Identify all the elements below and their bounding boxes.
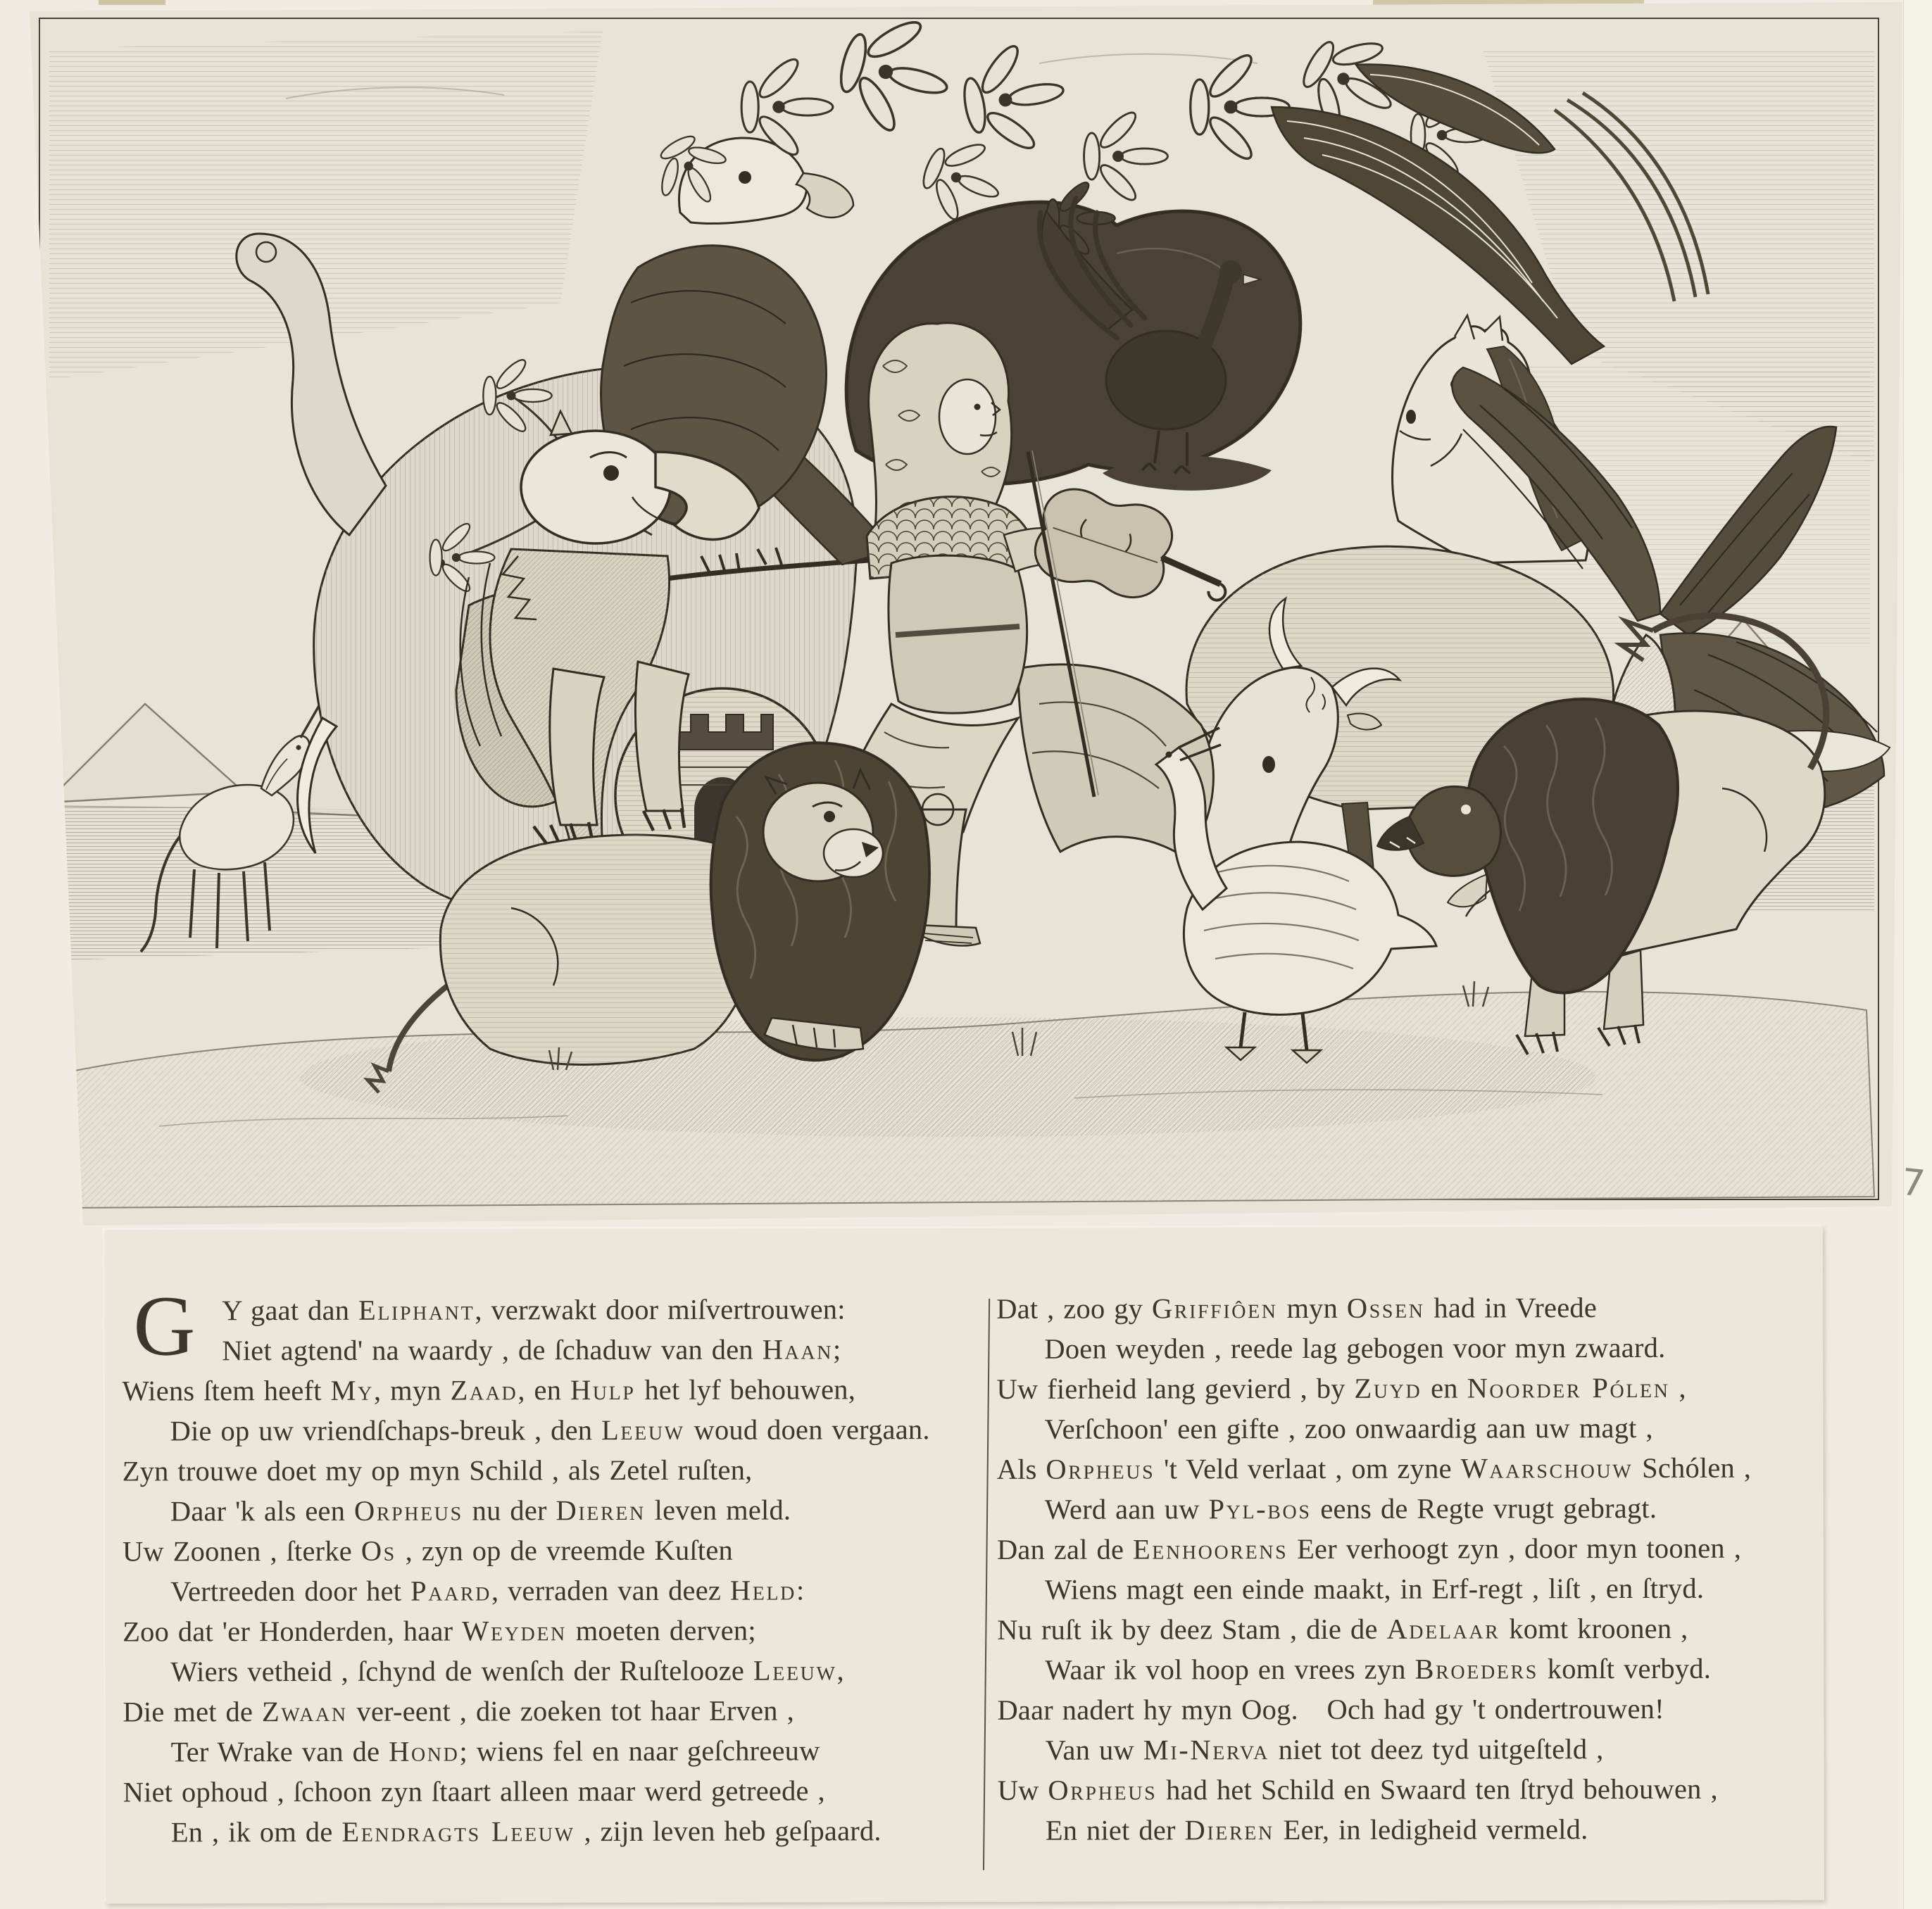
poem-line: Werd aan uw Pyl-bos eens de Regte vrugt gebragt. [1044, 1492, 1657, 1525]
poem-line: Doen weyden , reede lag gebogen voor myn zwaard. [1044, 1331, 1666, 1365]
poem-line: Uw fierheid lang gevierd , by Zuyd en Noorder Pólen , [996, 1371, 1686, 1405]
poem-line: Niet agtend' na waardy , de ſchaduw van den Haan; [222, 1333, 841, 1367]
handwritten-number: 7 [1899, 1161, 1927, 1206]
poem-line: Niet ophoud , ſchoon zyn ſtaart alleen maar werd getreede , [123, 1775, 825, 1808]
poem-line: Wiens magt een einde maakt, in Erf-regt , liſt , en ſtryd. [1045, 1572, 1705, 1606]
poem-line: Daar 'k als een Orpheus nu der Dieren leven meld. [170, 1494, 791, 1527]
poem-line: Dat , zoo gy Griffiôen myn Ossen had in Vreede [996, 1292, 1598, 1325]
scan-paper-edge [1903, 0, 1932, 1909]
poem-line: Als Orpheus 't Veld verlaat , om zyne Waarschouw Schólen , [996, 1451, 1752, 1485]
poem-line: Waar ik vol hoop en vrees zyn Broeders komſt verbyd. [1045, 1652, 1712, 1686]
poem-line: Ter Wrake van de Hond; wiens fel en naar geſchreeuw [170, 1734, 820, 1768]
dropcap-initial: G [133, 1278, 196, 1374]
poem-line: Verſchoon' een gifte , zoo onwaardig aan uw magt , [1044, 1411, 1653, 1445]
poem-line: Zoo dat 'er Honderden, haar Weyden moeten derven; [123, 1614, 756, 1648]
poem-line: Van uw Mi-Nerva niet tot deez tyd uitgeſteld , [1045, 1733, 1604, 1766]
poem-line: Die op uw vriendſchaps-breuk , den Leeuw woud doen vergaan. [170, 1413, 930, 1447]
poem-line: Y gaat dan Eliphant, verzwakt door miſvertrouwen: [222, 1293, 846, 1327]
engraving-sheet [18, 0, 1905, 1228]
poem-line: En niet der Dieren Eer, in ledigheid vermeld. [1045, 1813, 1588, 1846]
poem-line: Wiers vetheid , ſchynd de wenſch der Ruſtelooze Leeuw, [170, 1654, 844, 1688]
poem-line: Dan zal de Eenhoorens Eer verhoogt zyn , door myn toonen , [996, 1532, 1742, 1565]
column-divider [983, 1299, 990, 1870]
poem-line: Wiens ſtem heeft My, myn Zaad, en Hulp het lyf behouwen, [122, 1373, 856, 1407]
poem-line: Die met de Zwaan ver-eent , die zoeken tot haar Erven , [123, 1694, 794, 1728]
poem-line: Nu ruſt ik by deez Stam , die de Adelaar komt kroonen , [997, 1612, 1688, 1646]
engraving-artwork [18, 0, 1905, 1228]
poem-line: Vertreeden door het Paard, verraden van deez Held: [170, 1574, 805, 1608]
letterpress-sheet [105, 1226, 1824, 1903]
poem-line: Daar nadert hy myn Oog. Och had gy 't ondertrouwen! [997, 1692, 1664, 1726]
poem-line: Uw Orpheus had het Schild en Swaard ten ſtryd behouwen , [997, 1772, 1718, 1806]
poem-line: Uw Zoonen , ſterke Os , zyn op de vreemde Kuſten [122, 1534, 734, 1568]
adjacent-sheet-edge [99, 0, 165, 5]
poem-line: En , ik om de Eendragts Leeuw , zijn leven heb geſpaard. [170, 1815, 882, 1848]
poem-line: Zyn trouwe doet my op myn Schild , als Zetel ruſten, [122, 1454, 753, 1487]
poem-column-left [122, 1278, 961, 1852]
poem-column-right [996, 1287, 1814, 1850]
